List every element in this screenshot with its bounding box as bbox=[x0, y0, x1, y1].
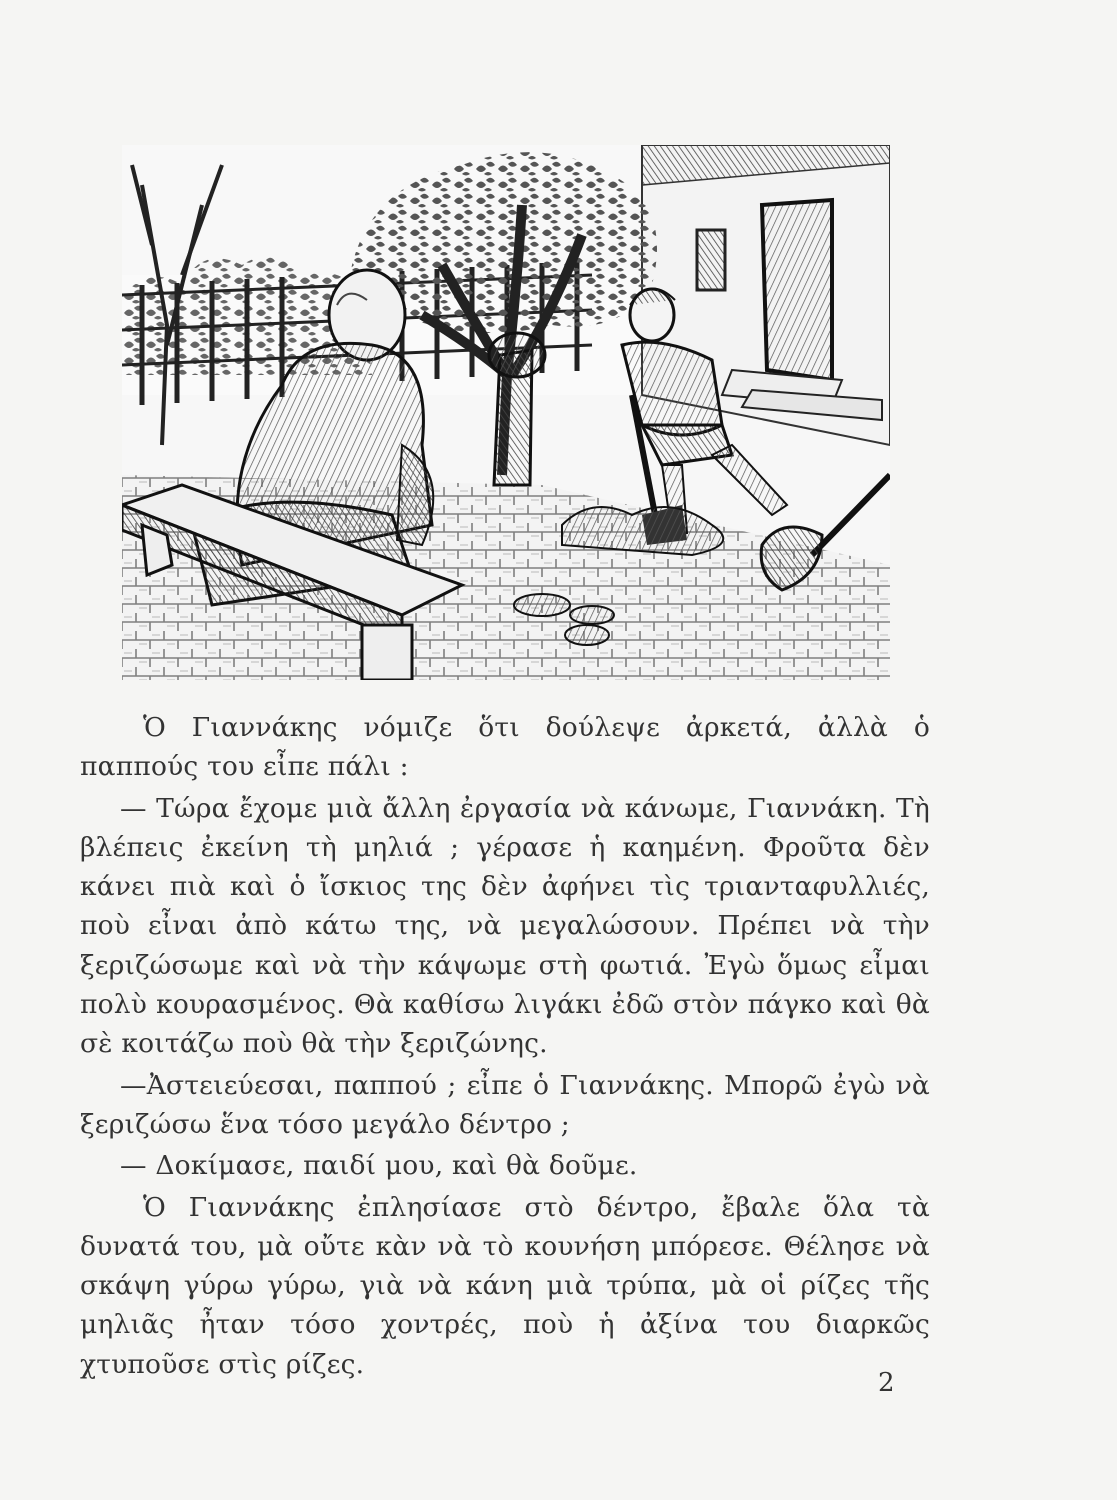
story-text bbox=[80, 708, 930, 1384]
paragraph: Ὁ Γιαννάκης ἐπλησίασε στὸ δέντρο, ἔβαλε ὅλα τὰ δυνατά του, μὰ οὔτε κὰν νὰ τὸ κουνήση μπόρεσε. Θέλησε νὰ σκάψη γύρω γύρω, γιὰ νὰ κάνη μιὰ τρύπα, μὰ οἱ ρίζες τῆς μηλιᾶς ἦταν τόσο χοντρές, ποὺ ἡ ἀξίνα του διαρκῶς χτυποῦσε στὶς ρίζες. bbox=[80, 1191, 930, 1380]
illustration bbox=[122, 145, 890, 680]
paragraph: — Δοκίμασε, παιδί μου, καὶ θὰ δοῦμε. bbox=[120, 1150, 638, 1182]
paragraph: — Τώρα ἔχομε μιὰ ἄλλη ἐργασία νὰ κάνωμε, Γιαννάκη. Τὴ βλέπεις ἐκείνη τὴ μηλιά ; γέρασε ἡ καημένη. Φροῦτα δὲν κάνει πιὰ καὶ ὁ ἴσκιος της δὲν ἀφήνει τὶς τριανταφυλλιές, ποὺ εἶναι ἀπὸ κάτω της, νὰ μεγαλώσουν. Πρέπει νὰ τὴν ξεριζώσωμε καὶ νὰ τὴν κάψωμε στὴ φωτιά. Ἐγὼ ὅμως εἶμαι πολὺ κουρασμένος. Θὰ καθίσω λιγάκι ἐδῶ στὸν πάγκο καὶ θὰ σὲ κοιτάζω ποὺ θὰ τὴν ξεριζώνης. bbox=[80, 792, 930, 1060]
paragraph: Ὁ Γιαννάκης νόμιζε ὅτι δούλεψε ἀρκετά, ἀλλὰ ὁ παππούς του εἶπε πάλι : bbox=[80, 712, 930, 783]
page-number: 2 bbox=[878, 1368, 895, 1398]
illustration-grandfather-boy-apple-tree bbox=[122, 145, 890, 680]
paragraph: —Ἀστειεύεσαι, παππού ; εἶπε ὁ Γιαννάκης. Μπορῶ ἐγὼ νὰ ξεριζώσω ἕνα τόσο μεγάλο δέντρο ; bbox=[80, 1069, 930, 1140]
